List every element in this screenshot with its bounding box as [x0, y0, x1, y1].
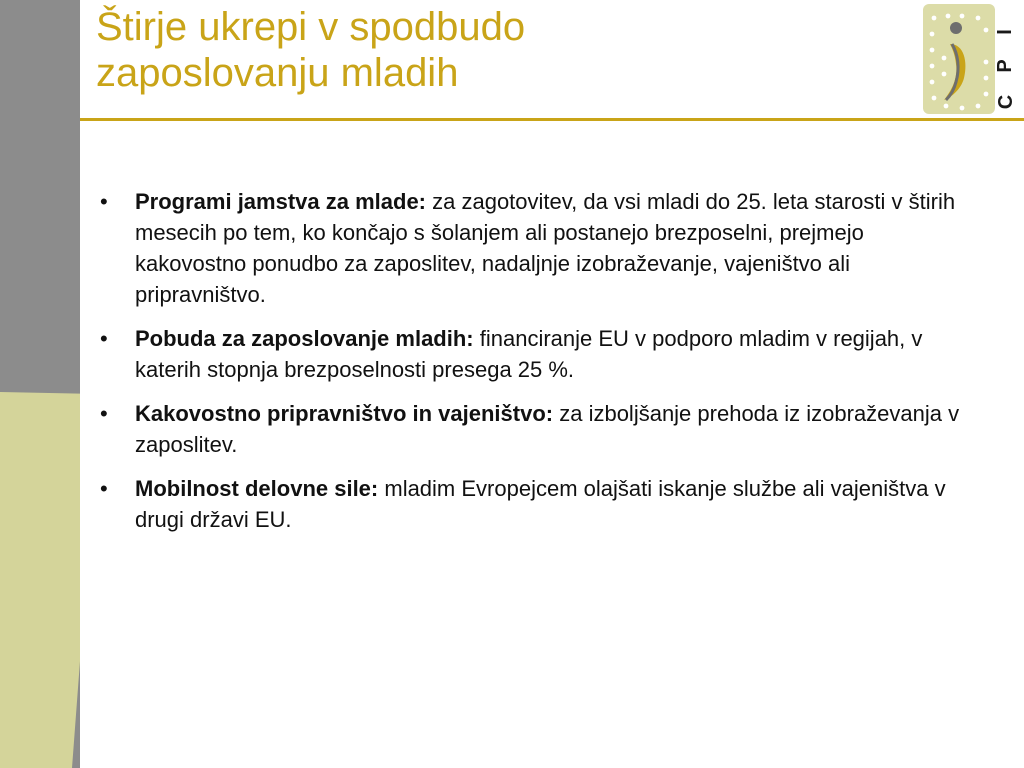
cpi-logo	[922, 2, 1024, 116]
bullet-item	[96, 323, 976, 385]
logo-letter-i: I	[994, 29, 1016, 35]
left-band-shapes	[0, 0, 80, 768]
bullet-item	[96, 473, 976, 535]
bullet-glyph: •	[100, 401, 108, 426]
slide-title-line-1: Štirje ukrepi v spodbudo	[96, 5, 526, 49]
bullet-text: za izboljšanje prehoda iz izobraževanja v zaposlitev.	[135, 401, 960, 457]
bullet-text: mladim Evropejcem olajšati iskanje službe ali vajeništva v drugi državi EU.	[135, 476, 946, 532]
cpi-logo-figure-icon	[922, 2, 1024, 116]
bullet-text: financiranje EU v podporo mladim v regijah, v katerih stopnja brezposelnosti presega 25 %.	[135, 326, 923, 382]
left-decorative-band	[0, 0, 80, 768]
bullet-term: Pobuda za zaposlovanje mladih:	[135, 326, 474, 351]
logo-letter-c: C	[995, 94, 1017, 110]
slide-title	[96, 4, 896, 96]
bullet-text: za zagotovitev, da vsi mladi do 25. leta starosti v štirih mesecih po tem, ko končajo s šolanjem ali postanejo brezposelni, prejmejo kakovostno ponudbo za zaposlitev, nadaljnje izobraževanje, vajeništvo ali pripravništvo.	[135, 189, 956, 307]
bullet-term: Mobilnost delovne sile:	[135, 476, 379, 501]
bullet-item	[96, 398, 976, 460]
bullet-list	[96, 186, 976, 548]
logo-letter-p: P	[994, 59, 1016, 73]
title-underline	[80, 118, 1024, 121]
slide-title-line-2: zaposlovanju mladih	[96, 51, 459, 95]
bullet-glyph: •	[100, 476, 108, 501]
logo-figure-head	[950, 22, 962, 34]
bullet-glyph: •	[100, 189, 108, 214]
bullet-item	[96, 186, 976, 310]
bullet-glyph: •	[100, 326, 108, 351]
olive-band	[0, 392, 80, 768]
bullet-term: Programi jamstva za mlade:	[135, 189, 427, 214]
bullet-term: Kakovostno pripravništvo in vajeništvo:	[135, 401, 554, 426]
